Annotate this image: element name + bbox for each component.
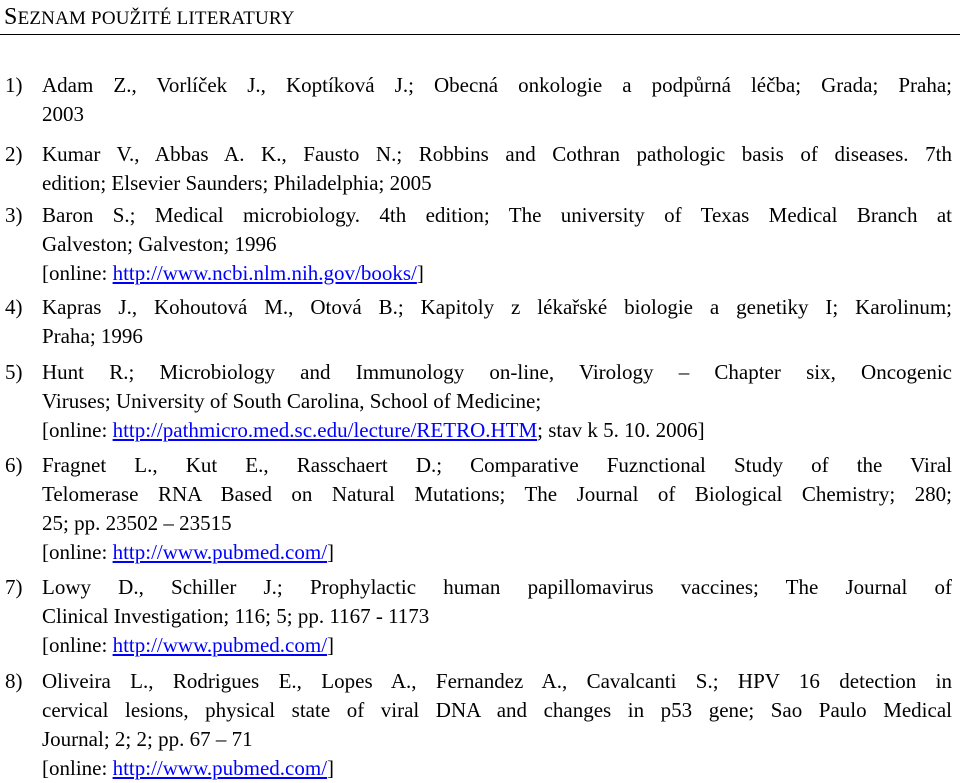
- page-title-initial: S: [4, 4, 18, 30]
- reference-number: 5): [5, 360, 23, 384]
- reference-line: Kapras J., Kohoutová M., Otová B.; Kapitoly z lékařské biologie a genetiky I; Karolinum;: [42, 295, 952, 319]
- online-suffix: ]: [327, 756, 335, 780]
- reference-text: [42, 451, 952, 567]
- online-source-line: [42, 259, 952, 288]
- reference-line: edition; Elsevier Saunders; Philadelphia; 2005: [42, 171, 432, 195]
- reference-line: Galveston; Galveston; 1996: [42, 232, 277, 256]
- reference-line: Fragnet L., Kut E., Rasschaert D.; Comparative Fuznctional Study of the Viral: [42, 453, 952, 477]
- online-suffix: ]: [416, 261, 424, 285]
- reference-line: Telomerase RNA Based on Natural Mutations; The Journal of Biological Chemistry; 280;: [42, 482, 952, 506]
- reference-url-link[interactable]: http://www.ncbi.nlm.nih.gov/books/: [112, 261, 417, 285]
- reference-number: 8): [5, 669, 23, 693]
- online-prefix: [online:: [42, 756, 113, 780]
- page-title: [4, 4, 295, 32]
- reference-line: Praha; 1996: [42, 324, 143, 348]
- reference-number: 2): [5, 142, 23, 166]
- reference-line: Adam Z., Vorlíček J., Koptíková J.; Obecná onkologie a podpůrná léčba; Grada; Praha;: [42, 73, 952, 97]
- reference-url-link[interactable]: http://www.pubmed.com/: [112, 540, 328, 564]
- reference-url-link[interactable]: http://www.pubmed.com/: [112, 756, 328, 780]
- reference-line: cervical lesions, physical state of viral DNA and changes in p53 gene; Sao Paulo Medical: [42, 698, 952, 722]
- online-prefix: [online:: [42, 540, 113, 564]
- online-suffix: ]: [327, 540, 335, 564]
- reference-line: Clinical Investigation; 116; 5; pp. 1167 - 1173: [42, 604, 430, 628]
- reference-number: 6): [5, 453, 23, 477]
- reference-text: [42, 667, 952, 783]
- reference-line: 2003: [42, 102, 84, 126]
- online-suffix: ]: [327, 633, 335, 657]
- online-source-line: [42, 754, 952, 783]
- reference-text: [42, 71, 952, 129]
- reference-line: 25; pp. 23502 – 23515: [42, 511, 232, 535]
- online-prefix: [online:: [42, 261, 113, 285]
- online-prefix: [online:: [42, 633, 113, 657]
- page-title-rest: EZNAM POUŽITÉ LITERATURY: [17, 8, 295, 29]
- reference-text: [42, 140, 952, 198]
- reference-number: 7): [5, 575, 23, 599]
- reference-url-link[interactable]: http://www.pubmed.com/: [112, 633, 328, 657]
- reference-url-link[interactable]: http://pathmicro.med.sc.edu/lecture/RETRO.HTM: [112, 418, 538, 442]
- reference-line: Hunt R.; Microbiology and Immunology on-line, Virology – Chapter six, Oncogenic: [42, 360, 952, 384]
- reference-text: [42, 358, 952, 445]
- reference-text: [42, 201, 952, 288]
- reference-line: Kumar V., Abbas A. K., Fausto N.; Robbins and Cothran pathologic basis of diseases. 7th: [42, 142, 952, 166]
- reference-line: Lowy D., Schiller J.; Prophylactic human papillomavirus vaccines; The Journal of: [42, 575, 952, 599]
- reference-number: 3): [5, 203, 23, 227]
- reference-line: Viruses; University of South Carolina, School of Medicine;: [42, 389, 542, 413]
- online-source-line: [42, 631, 952, 660]
- reference-text: [42, 293, 952, 351]
- reference-text: [42, 573, 952, 660]
- online-suffix: ; stav k 5. 10. 2006]: [537, 418, 705, 442]
- reference-line: Journal; 2; 2; pp. 67 – 71: [42, 727, 253, 751]
- title-underline: [0, 34, 960, 35]
- reference-line: Baron S.; Medical microbiology. 4th edition; The university of Texas Medical Branch at: [42, 203, 952, 227]
- online-source-line: [42, 416, 952, 445]
- reference-line: Oliveira L., Rodrigues E., Lopes A., Fernandez A., Cavalcanti S.; HPV 16 detection in: [42, 669, 952, 693]
- online-prefix: [online:: [42, 418, 113, 442]
- online-source-line: [42, 538, 952, 567]
- reference-number: 4): [5, 295, 23, 319]
- reference-number: 1): [5, 73, 23, 97]
